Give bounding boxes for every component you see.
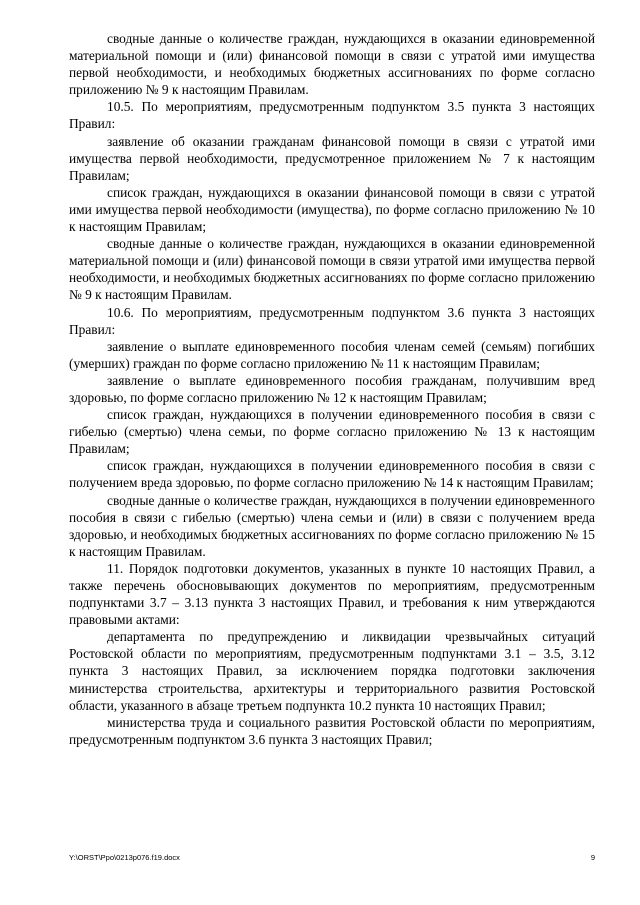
- paragraph: сводные данные о количестве граждан, нуждающихся в получении единовременного пособия в связи с гибелью (смертью) члена семьи и (или) в связи с получением вреда здоровью, и необходимых бюджетных ассигнованиях по форме согласно приложению № 15 к настоящим Правилам.: [69, 492, 595, 559]
- file-path: Y:\ORST\Ppo\0213p076.f19.docx: [69, 853, 180, 862]
- paragraph: министерства труда и социального развития Ростовской области по мероприятиям, предусмотренным подпунктом 3.6 пункта 3 настоящих Правил;: [69, 714, 595, 747]
- paragraph: 10.5. По мероприятиям, предусмотренным подпунктом 3.5 пункта 3 настоящих Правил:: [69, 99, 595, 132]
- paragraph: список граждан, нуждающихся в получении единовременного пособия в связи с получением вреда здоровью, по форме согласно приложению № 14 к настоящим Правилам;: [69, 458, 595, 491]
- paragraph: заявление о выплате единовременного пособия гражданам, получившим вред здоровью, по форме согласно приложению № 12 к настоящим Правилам;: [69, 372, 595, 405]
- paragraph: список граждан, нуждающихся в получении единовременного пособия в связи с гибелью (смертью) члена семьи, по форме согласно приложению № 13 к настоящим Правилам;: [69, 407, 595, 457]
- paragraph: сводные данные о количестве граждан, нуждающихся в оказании единовременной материальной помощи и (или) финансовой помощи в связи утратой ими имущества первой необходимости, и необходимых бюджетных ассигнованиях по форме согласно приложению № 9 к настоящим Правилам.: [69, 236, 595, 303]
- paragraph: департамента по предупреждению и ликвидации чрезвычайных ситуаций Ростовской области по мероприятиям, предусмотренным подпунктами 3.1 – 3.5, 3.12 пункта 3 настоящих Правил, за исключением порядка подготовки заключения министерства строительства, архитектуры и территориального развития Ростовской области, указанного в абзаце третьем подпункта 10.2 пункта 10 настоящих Правил;: [69, 629, 595, 713]
- paragraph: сводные данные о количестве граждан, нуждающихся в оказании единовременной материальной помощи и (или) финансовой помощи в связи с утратой ими имущества первой необходимости, и необходимых бюджетных ассигнованиях по форме согласно приложению № 9 к настоящим Правилам.: [69, 31, 595, 98]
- paragraph: заявление об оказании гражданам финансовой помощи в связи с утратой ими имущества первой необходимости, предусмотренное приложением № 7 к настоящим Правилам;: [69, 133, 595, 183]
- page-number: 9: [590, 853, 595, 862]
- paragraph: 10.6. По мероприятиям, предусмотренным подпунктом 3.6 пункта 3 настоящих Правил:: [69, 304, 595, 337]
- paragraph: заявление о выплате единовременного пособия членам семей (семьям) погибших (умерших) граждан по форме согласно приложению № 11 к настоящим Правилам;: [69, 338, 595, 371]
- paragraph: список граждан, нуждающихся в оказании финансовой помощи в связи с утратой ими имущества первой необходимости (имущества), по форме согласно приложению № 10 к настоящим Правилам;: [69, 184, 595, 235]
- paragraph: 11. Порядок подготовки документов, указанных в пункте 10 настоящих Правил, а также перечень обосновывающих документов по мероприятиям, предусмотренным подпунктами 3.7 – 3.13 пункта 3 настоящих Правил, и требования к ним утверждаются правовыми актами:: [69, 560, 595, 628]
- document-body: [69, 30, 595, 748]
